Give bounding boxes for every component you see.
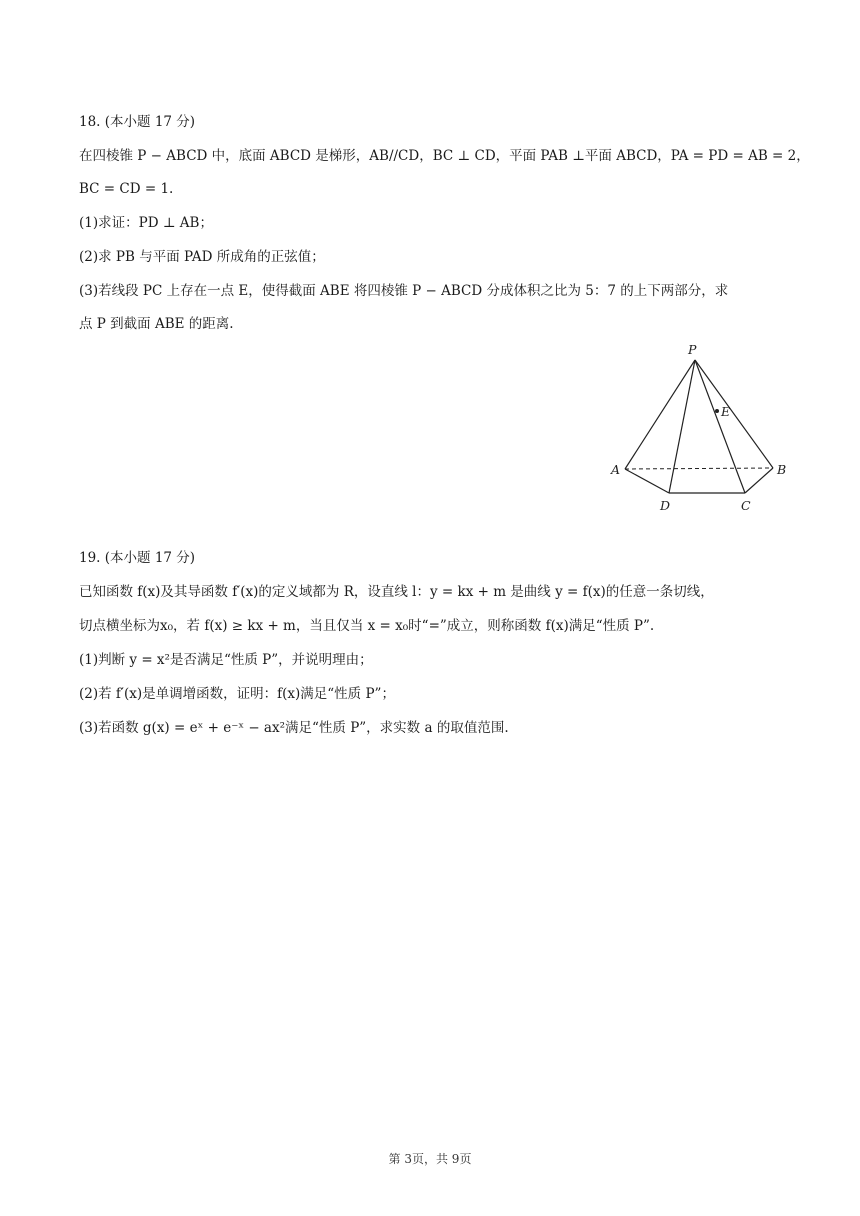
label-B: B: [777, 462, 787, 477]
edge-PB: [695, 360, 773, 468]
label-E: E: [721, 404, 731, 419]
q19-stem-line2: 切点横坐标为x₀，若 f(x) ≥ kx + m，当且仅当 x = x₀时“=”成立，则称函数 f(x)满足“性质 P”.: [79, 618, 655, 634]
label-A: A: [611, 462, 621, 477]
pyramid-figure: [600, 338, 800, 518]
q18-stem-line2: BC = CD = 1.: [79, 181, 174, 197]
edge-AD: [625, 469, 669, 493]
q18-part2: (2)求 PB 与平面 PAD 所成角的正弦值；: [79, 249, 325, 265]
edge-AB-hidden: [625, 468, 773, 469]
label-D: D: [660, 498, 671, 513]
q19-stem-line1: 已知函数 f(x)及其导函数 f′(x)的定义域都为 R，设直线 l：y = kx + m 是曲线 y = f(x)的任意一条切线，: [79, 584, 714, 600]
q18-part3-line2: 点 P 到截面 ABE 的距离.: [79, 316, 234, 332]
q19-part3: (3)若函数 g(x) = eˣ + e⁻ˣ − ax²满足“性质 P”，求实数 a 的取值范围.: [79, 720, 509, 736]
q19-part2: (2)若 f′(x)是单调增函数，证明：f(x)满足“性质 P”；: [79, 686, 395, 702]
q19-part1: (1)判断 y = x²是否满足“性质 P”，并说明理由；: [79, 652, 373, 668]
q19-header: 19. (本小题 17 分): [79, 550, 196, 566]
q18-stem-line1: 在四棱锥 P − ABCD 中，底面 ABCD 是梯形，AB//CD，BC ⊥ CD，平面 PAB ⊥平面 ABCD，PA = PD = AB = 2，: [79, 148, 810, 164]
q18-part3-line1: (3)若线段 PC 上存在一点 E，使得截面 ABE 将四棱锥 P − ABCD 分成体积之比为 5：7 的上下两部分，求: [79, 283, 729, 299]
page-footer: 第 3页，共 9页: [388, 1152, 472, 1166]
label-P: P: [688, 342, 697, 357]
q18-header: 18. (本小题 17 分): [79, 114, 196, 130]
edge-CB: [745, 468, 773, 493]
label-C: C: [741, 498, 751, 513]
edge-PC: [695, 360, 745, 493]
point-E: [715, 409, 719, 413]
q18-part1: (1)求证：PD ⊥ AB；: [79, 215, 213, 231]
